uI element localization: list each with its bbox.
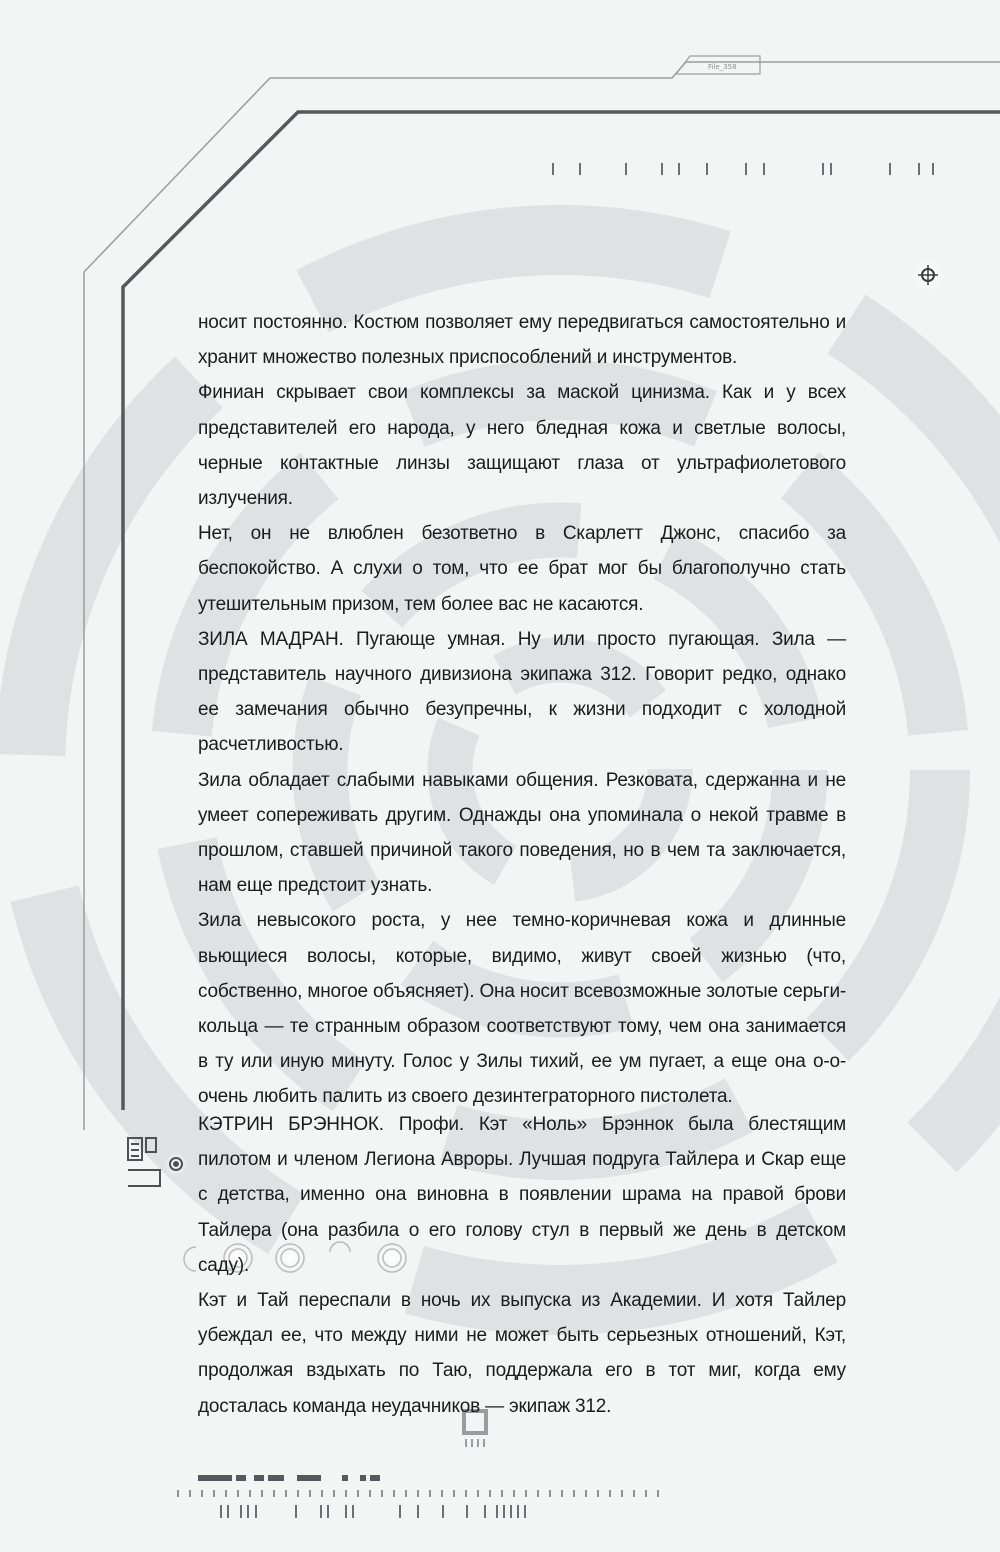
bottom-tall-ticks — [221, 1505, 525, 1518]
paragraph: ЗИЛА МАДРАН. Пугающе умная. Ну или просто пугающая. Зила — представитель научного дивизиона экипажа 312. Говорит редко, однако ее замечания обычно безупречны, к жизни подходит с холодной расчетливостью. — [198, 628, 846, 756]
bottom-tick-row — [178, 1490, 658, 1497]
paragraph: Кэт и Тай переспали в ночь их выпуска из Академии. И хотя Тайлер убеждал ее, что между ними не может быть серьезных отношений, Кэт, продолжая вздыхать по Таю, поддержала его в тот миг, когда ему досталась команда неудачников — экипаж 312. — [198, 1290, 846, 1417]
body-text-bottom — [198, 1107, 846, 1424]
paragraph: носит постоянно. Костюм позволяет ему передвигаться самостоятельно и хранит множество полезных приспособлений и инструментов. — [198, 312, 846, 369]
target-reticle-icon — [912, 259, 944, 291]
paragraph: Зила невысокого роста, у нее темно-коричневая кожа и длинные вьющиеся волосы, которые, видимо, живут своей жизнью (что, собственно, многое объясняет). Она носит всевозможные золотые серьги-кольца — те странным образом соответствуют тому, чем она занимается в ту или иную минуту. Голос у Зилы тихий, ее ум пугает, а еще она о-о-очень любить палить из своего дезинтеграторного пистолета. — [198, 910, 846, 1108]
top-tick-marks — [553, 163, 933, 175]
bottom-bar-code — [198, 1475, 380, 1481]
paragraph: Нет, он не влюблен безответно в Скарлетт Джонс, спасибо за беспокойство. А слухи о том, что ее брат мог бы благополучно стать утешительным призом, тем более вас не касаются. — [198, 523, 846, 615]
paragraph: КЭТРИН БРЭННОК. Профи. Кэт «Ноль» Брэннок была блестящим пилотом и членом Легиона Авроры. Лучшая подруга Тайлера и Скар еще с детства, именно она виновна в появлении шрама на правой брови Тайлера (она разбила о его голову стул в первый же день в детском саду). — [198, 1114, 846, 1276]
file-tab — [676, 56, 760, 74]
paragraph: Финиан скрывает свои комплексы за маской цинизма. Как и у всех представителей его народа, у него бледная кожа и светлые волосы, черные контактные линзы защищают глаза от ультрафиолетового излучения. — [198, 382, 846, 510]
body-text-top — [198, 305, 846, 1115]
file-tab-label: File_358 — [708, 63, 737, 71]
paragraph: Зила обладает слабыми навыками общения. Резковата, сдержанна и не умеет сопереживать другим. Однажды она упоминала о некой травме в прошлом, ставшей причиной такого поведения, но в чем та заключается, нам еще предстоит узнать. — [198, 769, 846, 897]
